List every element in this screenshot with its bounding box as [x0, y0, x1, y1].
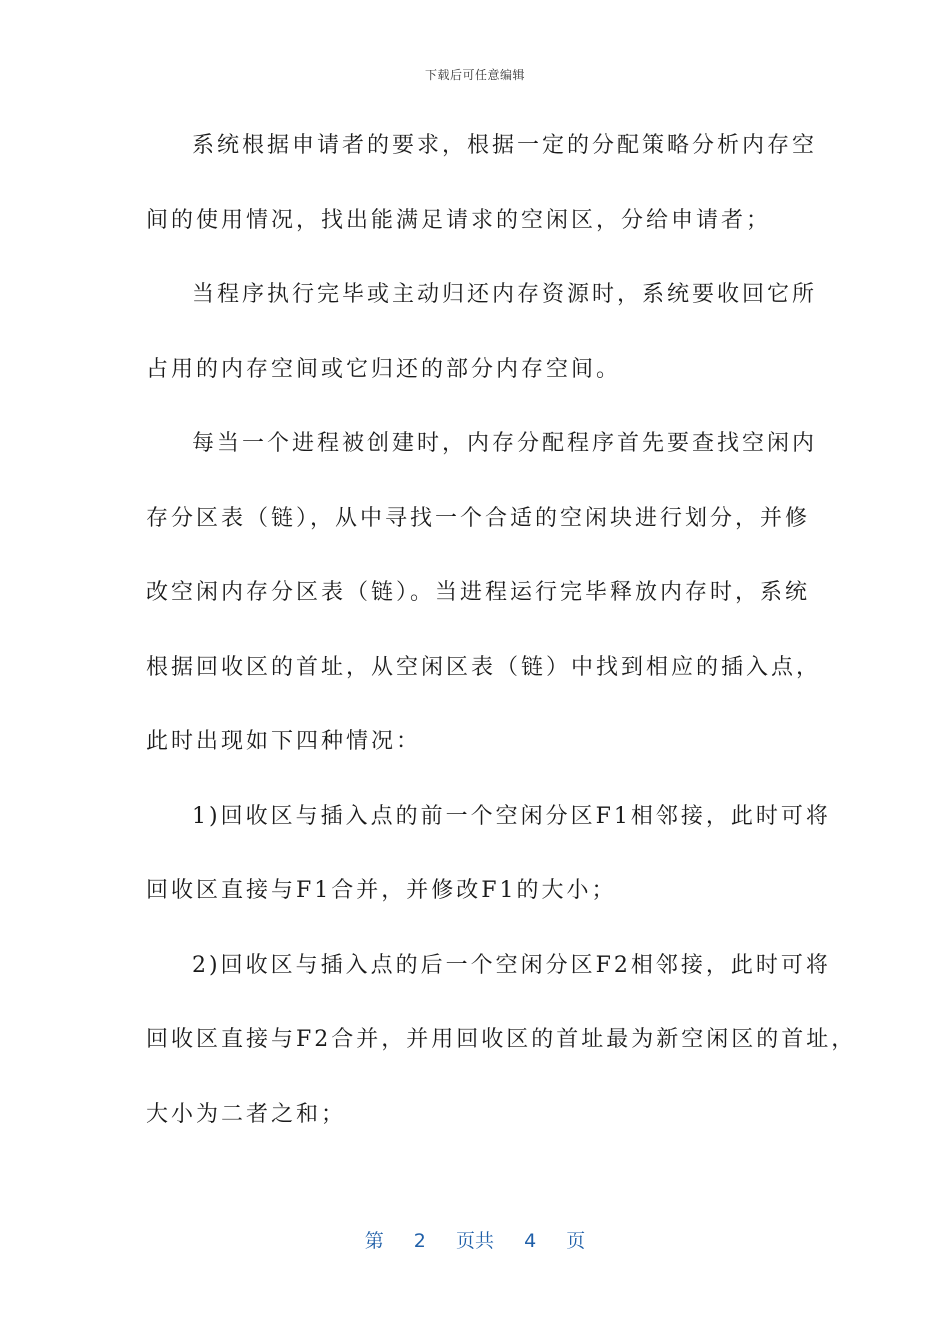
paragraph-line: 间的使用情况，找出能满足请求的空闲区，分给申请者；: [146, 207, 772, 233]
paragraph-line: 大小为二者之和；: [146, 1101, 347, 1127]
page-header: 下载后可任意编辑: [424, 68, 525, 82]
total-pages-number: 4: [524, 1230, 537, 1252]
document-body: [146, 126, 857, 1169]
paragraph-line: 存分区表（链），从中寻找一个合适的空闲块进行划分，并修: [146, 505, 811, 531]
paragraph-line: 回收区直接与F1合并，并修改F1的大小；: [146, 878, 617, 903]
page-label-suffix: 页: [566, 1230, 586, 1252]
paragraph-line: 占用的内存空间或它归还的部分内存空间。: [146, 356, 622, 382]
paragraph-line: 回收区直接与F2合并，并用回收区的首址最为新空闲区的首址，: [146, 1027, 857, 1052]
paragraph-line: 1)回收区与插入点的前一个空闲分区F1相邻接，此时可将: [192, 803, 831, 829]
paragraph-line: 改空闲内存分区表（链）。当进程运行完毕释放内存时，系统: [146, 580, 811, 605]
paragraph-line: 根据回收区的首址，从空闲区表（链）中找到相应的插入点，: [146, 654, 822, 680]
paragraph-line: 此时出现如下四种情况：: [146, 729, 422, 754]
current-page-number: 2: [413, 1230, 426, 1252]
paragraph-line: 每当一个进程被创建时，内存分配程序首先要查找空闲内: [192, 431, 818, 456]
page-label-middle: 页共: [455, 1230, 494, 1252]
page-label-prefix: 第: [364, 1230, 384, 1252]
page-footer: [0, 1226, 950, 1253]
paragraph-line: 当程序执行完毕或主动归还内存资源时，系统要收回它所: [192, 282, 818, 307]
paragraph-line: 系统根据申请者的要求，根据一定的分配策略分析内存空: [192, 133, 818, 158]
paragraph-line: 2)回收区与插入点的后一个空闲分区F2相邻接，此时可将: [192, 952, 831, 978]
